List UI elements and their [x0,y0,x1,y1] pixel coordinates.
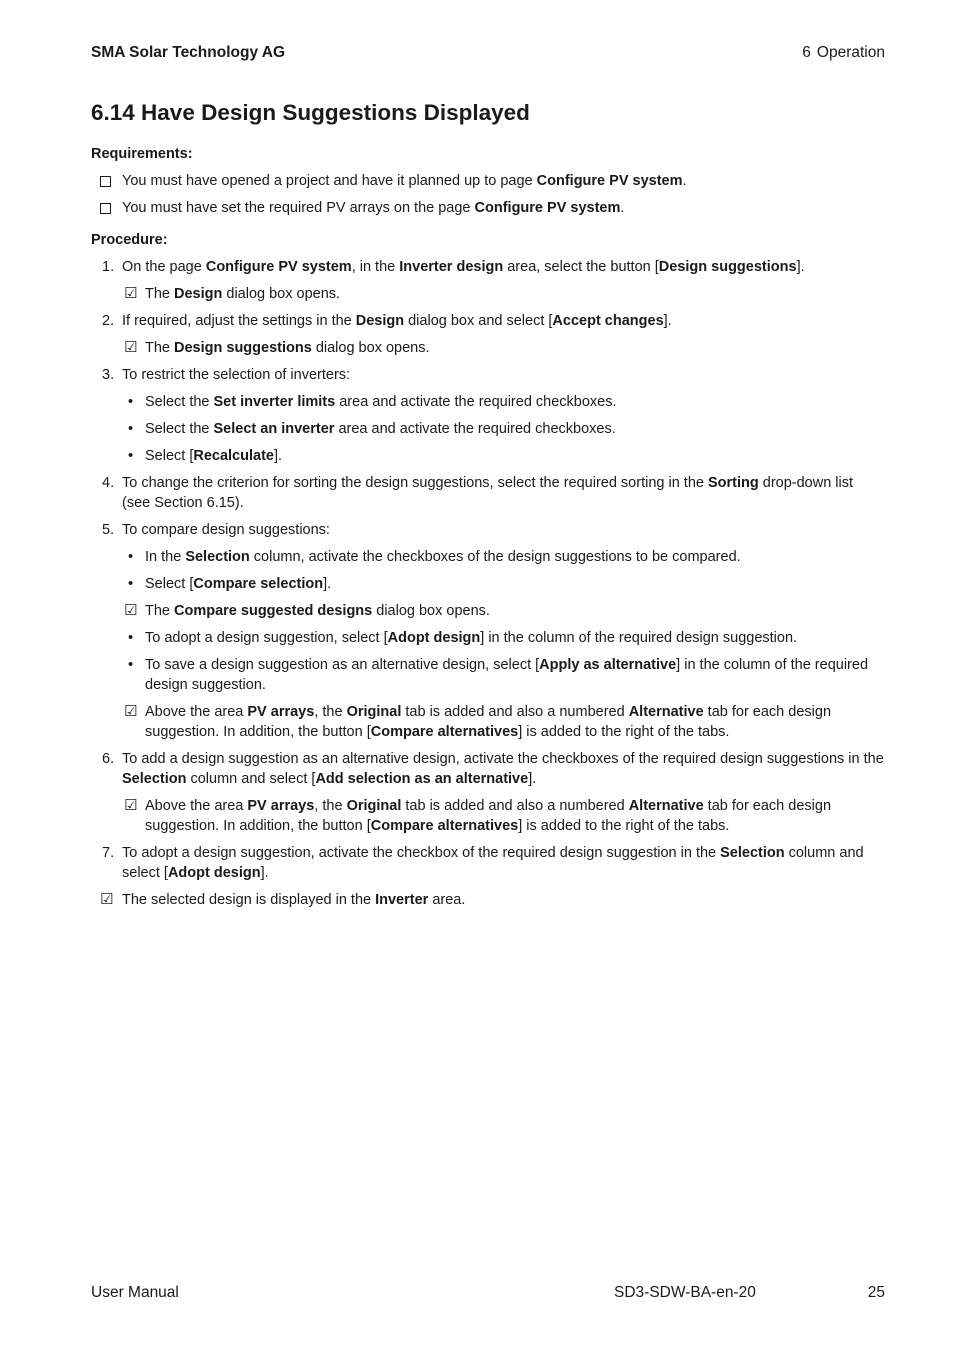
procedure-step: 5. To compare design suggestions: [102,522,330,538]
step-number: 3. [102,367,115,383]
checkmark-icon: ☑ [100,891,114,908]
procedure-step: 7. To adopt a design suggestion, activate the checkbox of the required design suggestion in the Selection column and select [Adopt design]. [102,845,864,881]
chapter-number: 6 [802,44,811,61]
bullet-icon: • [128,657,134,673]
step-result: ☑ The Compare suggested designs dialog box opens. [124,602,490,619]
procedure-step: 4. To change the criterion for sorting the design suggestions, select the required sorting in the Sorting drop-down list (see Section 6.15). [102,475,854,511]
bullet-item: • Select [Compare selection]. [128,576,332,592]
checkbox-empty-icon [100,176,111,187]
header-chapter [802,44,885,62]
main-content [91,144,885,910]
checkmark-icon: ☑ [124,602,138,619]
procedure-step: 1. On the page Configure PV system, in the Inverter design area, select the button [Design suggestions]. [102,259,805,275]
step-result: ☑ Above the area PV arrays, the Original tab is added and also a numbered Alternative tab for each design suggestion. In addition, the button [Compare alternatives] is added to the right of the tabs. [124,703,832,740]
bullet-icon: • [128,448,134,464]
requirement-item: You must have opened a project and have it planned up to page Configure PV system. [91,171,885,191]
bullet-icon: • [128,549,134,565]
checkmark-icon: ☑ [124,339,138,356]
step-result: ☑ The Design suggestions dialog box opens. [124,339,430,356]
header-company: SMA Solar Technology AG [91,44,286,61]
step-result: ☑ The Design dialog box opens. [124,285,341,302]
step-number: 1. [102,259,115,275]
final-result: ☑ The selected design is displayed in the Inverter area. [100,891,466,908]
procedure-step: 6. To add a design suggestion as an alternative design, activate the checkboxes of the required design suggestions in the Selection column and select [Add selection as an alternative]. [102,751,884,787]
bullet-item: • Select [Recalculate]. [128,448,283,464]
step-number: 4. [102,475,115,491]
page-title: 6.14 Have Design Suggestions Displayed [91,100,530,125]
bullet-item: • In the Selection column, activate the checkboxes of the design suggestions to be compared. [128,549,741,565]
procedure-step: 3. To restrict the selection of inverters: [102,367,351,383]
bullet-item: • Select the Set inverter limits area and activate the required checkboxes. [128,394,617,410]
footer-manual-label: User Manual [91,1284,179,1301]
bullet-item: • To save a design suggestion as an alternative design, select [Apply as alternative] in the column of the required design suggestion. [128,657,869,693]
footer-page-number: 25 [867,1284,885,1301]
bullet-icon: • [128,394,134,410]
requirement-item: You must have set the required PV arrays on the page Configure PV system. [91,198,885,218]
procedure-step: 2. If required, adjust the settings in the Design dialog box and select [Accept changes]. [102,313,672,329]
step-result: ☑ Above the area PV arrays, the Original tab is added and also a numbered Alternative tab for each design suggestion. In addition, the button [Compare alternatives] is added to the right of the tabs. [124,797,832,834]
step-number: 2. [102,313,115,329]
bullet-icon: • [128,576,134,592]
chapter-title: Operation [816,44,885,61]
step-number: 5. [102,522,115,538]
checkbox-empty-icon [100,203,111,214]
checkmark-icon: ☑ [124,285,138,302]
step-number: 6. [102,751,115,767]
bullet-item: • Select the Select an inverter area and activate the required checkboxes. [128,421,616,437]
footer-doc-code: SD3-SDW-BA-en-20 [614,1284,756,1301]
requirements-label: Requirements: [91,146,193,162]
bullet-icon: • [128,421,134,437]
checkmark-icon: ☑ [124,703,138,720]
bullet-icon: • [128,630,134,646]
procedure-label: Procedure: [91,232,168,248]
step-number: 7. [102,845,115,861]
checkmark-icon: ☑ [124,797,138,814]
bullet-item: • To adopt a design suggestion, select [Adopt design] in the column of the required design suggestion. [128,630,798,646]
